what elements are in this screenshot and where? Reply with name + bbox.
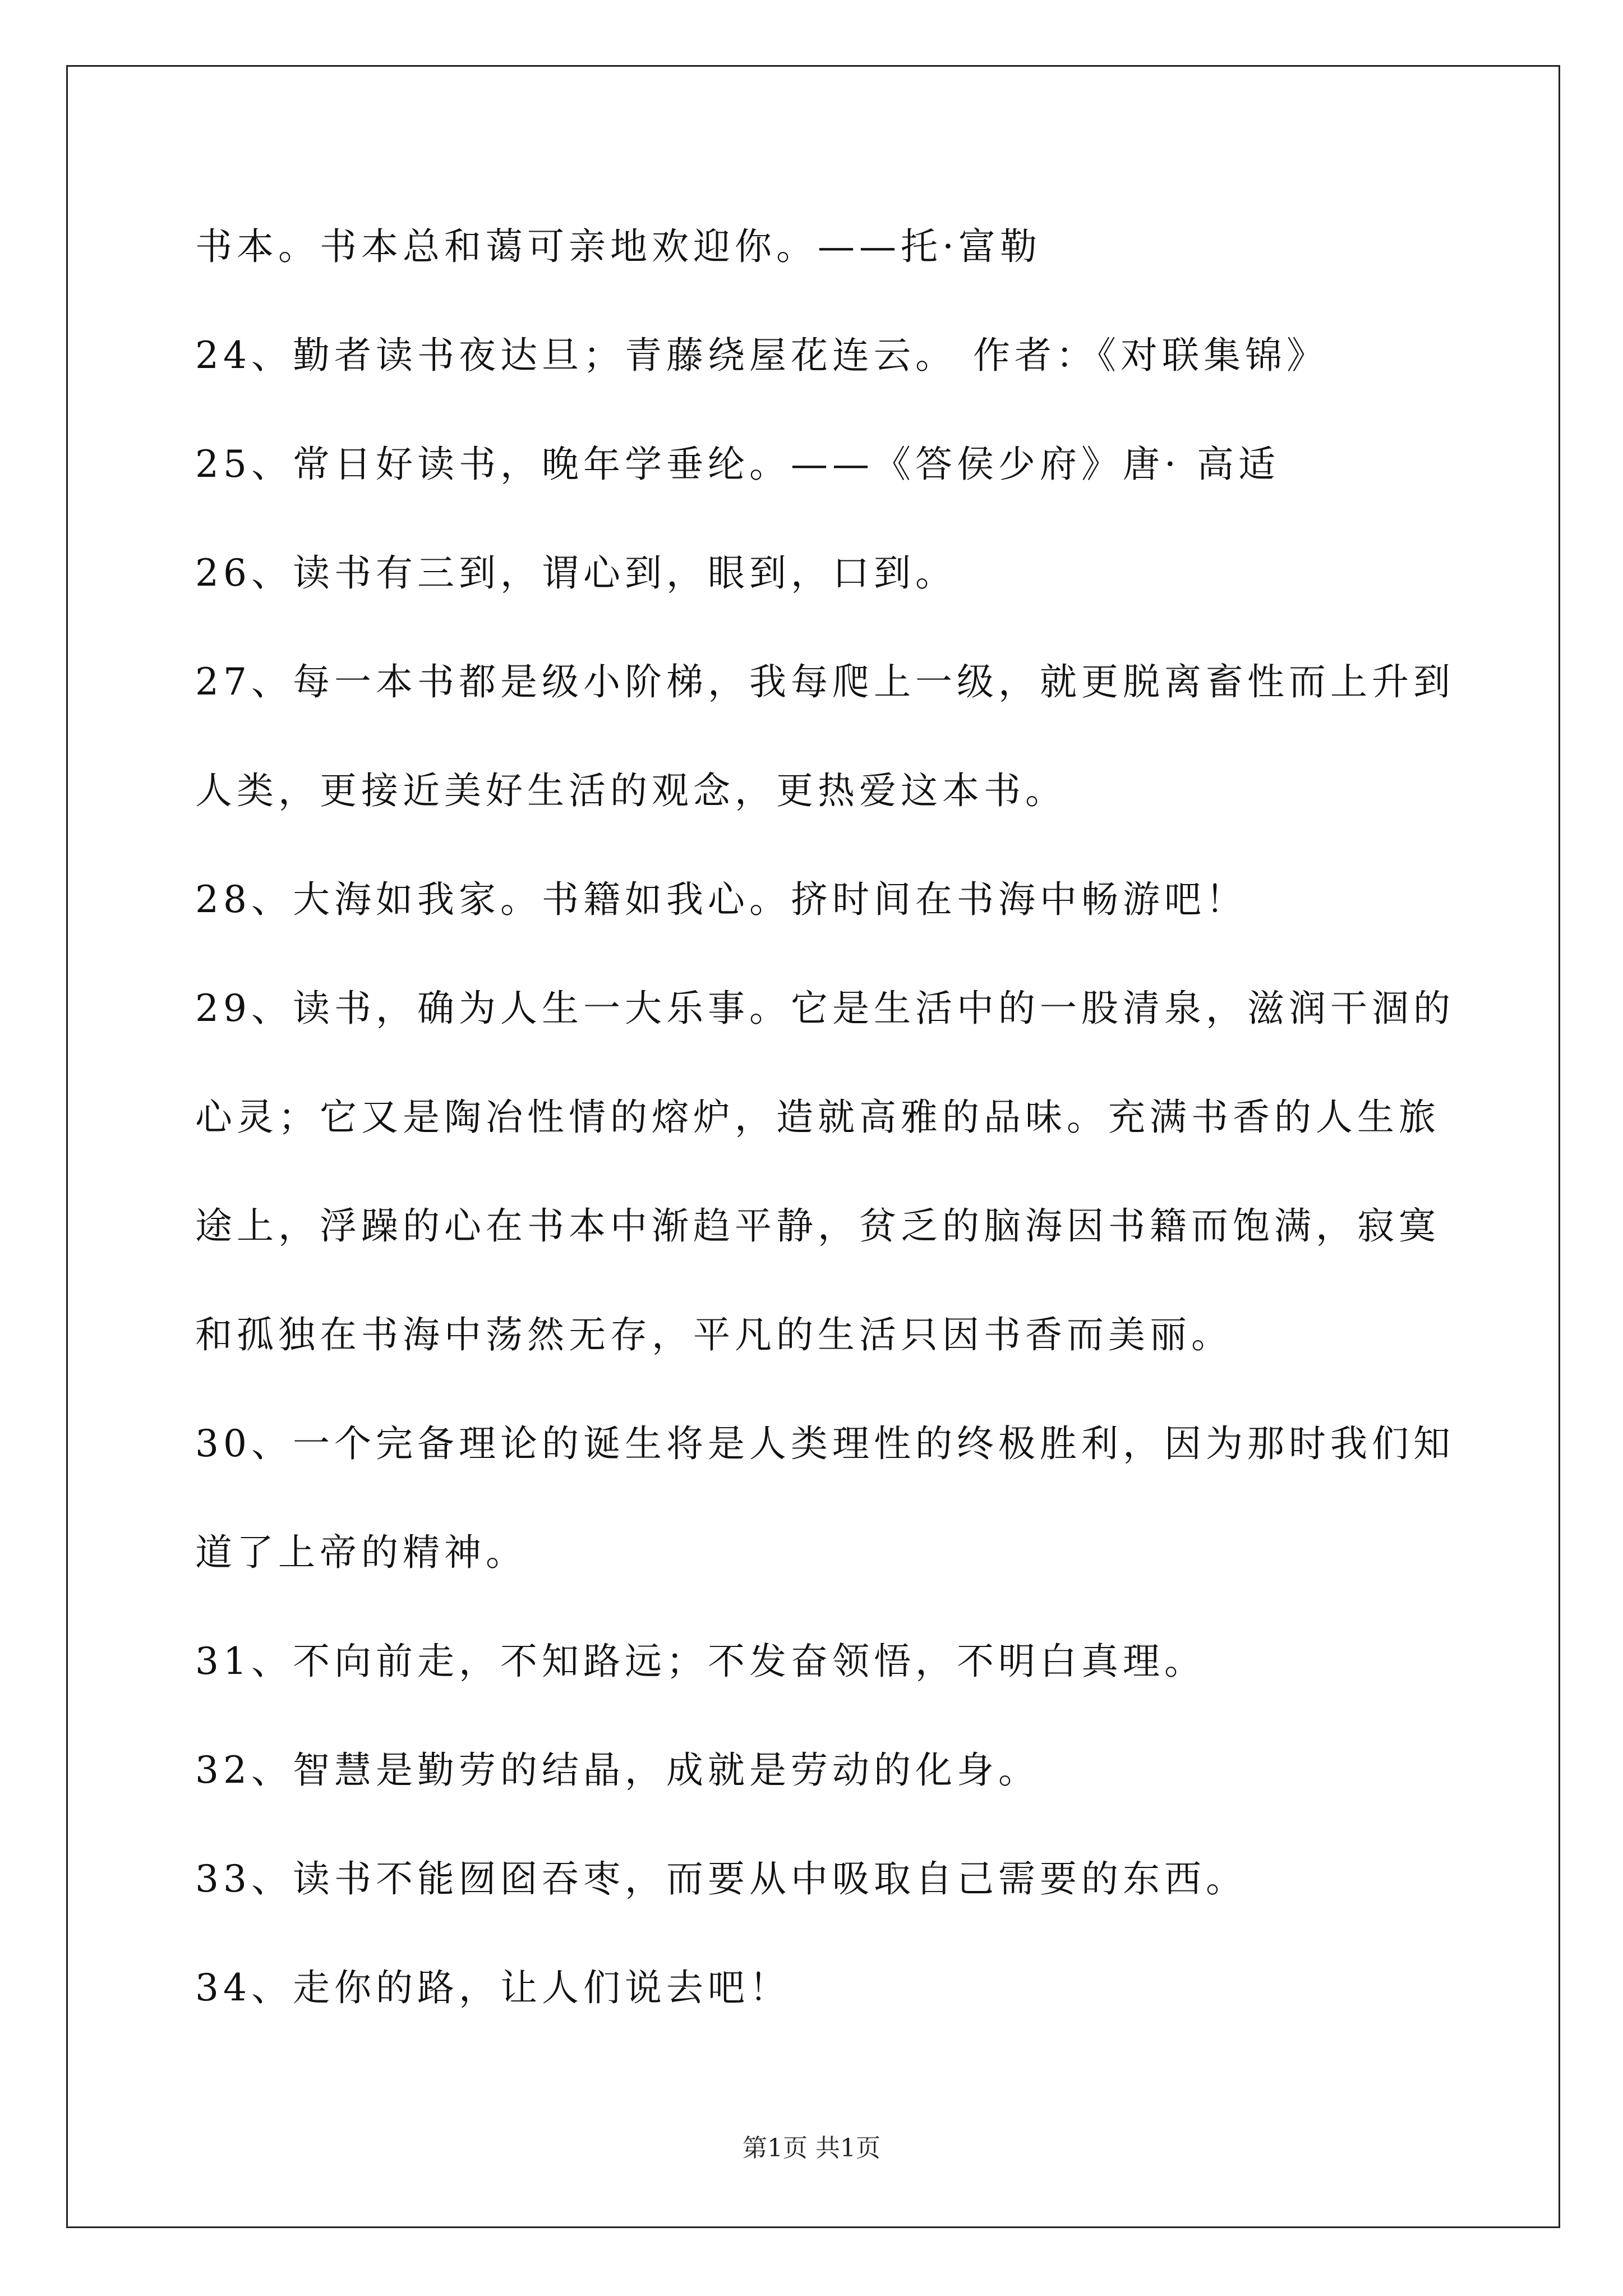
text-line: 27、每一本书都是级小阶梯，我每爬上一级，就更脱离畜性而上升到 xyxy=(195,660,1455,703)
text-line: 34、走你的路，让人们说去吧！ xyxy=(195,1966,791,2009)
text-line: 26、读书有三到，谓心到，眼到，口到。 xyxy=(195,551,957,595)
text-line: 32、智慧是勤劳的结晶，成就是劳动的化身。 xyxy=(195,1749,1040,1792)
text-line: 道了上帝的精神。 xyxy=(195,1531,527,1574)
text-line: 途上，浮躁的心在书本中渐趋平静，贫乏的脑海因书籍而饱满，寂寞 xyxy=(195,1204,1440,1248)
text-line: 30、一个完备理论的诞生将是人类理性的终极胜利，因为那时我们知 xyxy=(195,1422,1455,1465)
text-line: 29、读书，确为人生一大乐事。它是生活中的一股清泉，滋润干涸的 xyxy=(195,987,1455,1030)
text-line: 24、勤者读书夜达旦；青藤绕屋花连云。 作者：《对联集锦》 xyxy=(195,334,1328,377)
text-line: 28、大海如我家。书籍如我心。挤时间在书海中畅游吧！ xyxy=(195,878,1247,921)
text-line: 33、读书不能囫囵吞枣，而要从中吸取自己需要的东西。 xyxy=(195,1857,1247,1901)
text-line: 心灵；它又是陶冶性情的熔炉，造就高雅的品味。充满书香的人生旅 xyxy=(195,1096,1440,1139)
text-line: 31、不向前走，不知路远；不发奋领悟，不明白真理。 xyxy=(195,1640,1206,1683)
page-footer: 第1页 共1页 xyxy=(743,2134,880,2162)
text-line: 人类，更接近美好生活的观念，更热爱这本书。 xyxy=(195,769,1067,812)
text-line: 书本。书本总和蔼可亲地欢迎你。——托·富勒 xyxy=(195,225,1041,268)
text-line: 25、常日好读书，晚年学垂纶。——《答侯少府》唐· 高适 xyxy=(195,443,1280,486)
text-line: 和孤独在书海中荡然无存，平凡的生活只因书香而美丽。 xyxy=(195,1313,1233,1356)
